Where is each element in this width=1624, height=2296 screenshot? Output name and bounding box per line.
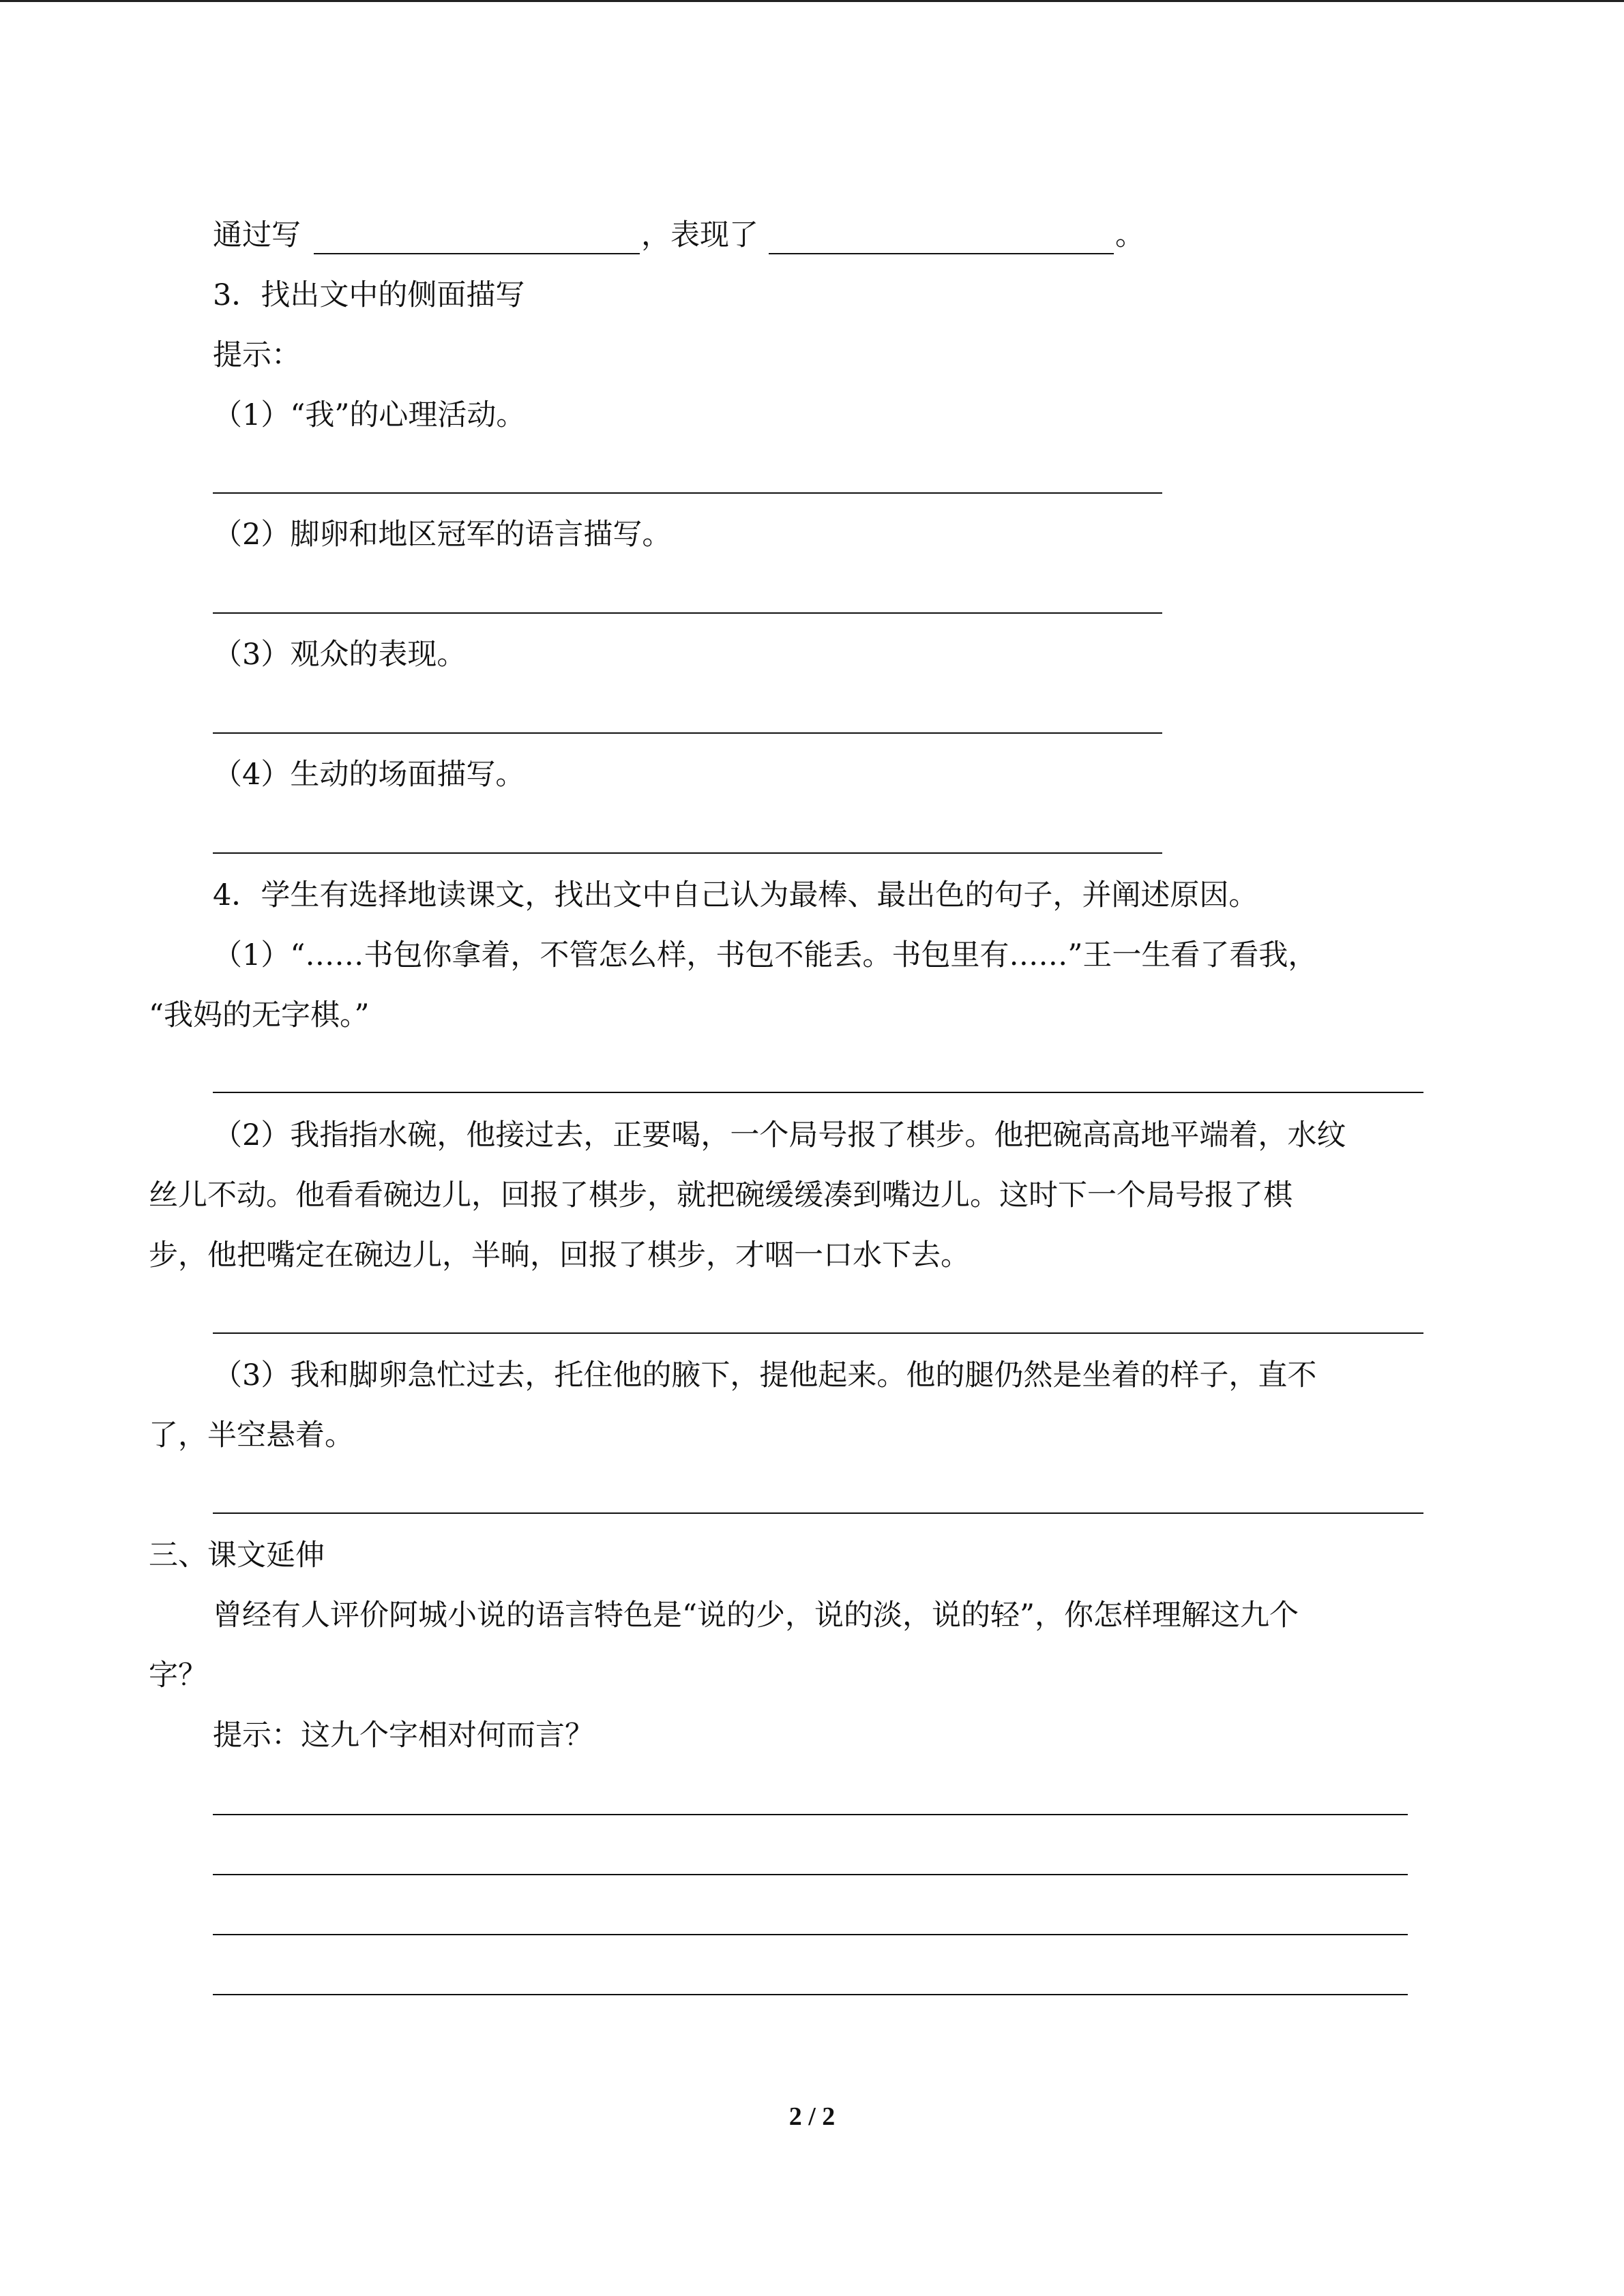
- section-3-hint: 提示：这九个字相对何而言？: [213, 1718, 594, 1753]
- q4-answer-line-1[interactable]: [213, 1092, 1423, 1093]
- q4-item-3-line-1: （3）我和脚卵急忙过去，托住他的腋下，提他起来。他的腿仍然是坐着的样子，直不: [213, 1358, 1317, 1392]
- section-3-answer-line-1[interactable]: [213, 1814, 1408, 1815]
- section-3-answer-line-2[interactable]: [213, 1874, 1408, 1875]
- q4-item-2-line-1: （2）我指指水碗，他接过去，正要喝，一个局号报了棋步。他把碗高高地平端着，水纹: [213, 1118, 1346, 1152]
- q3-title: 3．找出文中的侧面描写: [213, 278, 525, 312]
- q4-answer-line-3[interactable]: [213, 1512, 1423, 1514]
- q4-item-2-line-2: 丝儿不动。他看看碗边儿，回报了棋步，就把碗缓缓凑到嘴边儿。这时下一个局号报了棋: [149, 1178, 1293, 1212]
- q2-answer-blank-1[interactable]: [314, 253, 640, 254]
- q3-answer-line-4[interactable]: [213, 852, 1162, 854]
- section-3-heading: 三、课文延伸: [149, 1538, 325, 1572]
- page-number: 2 / 2: [788, 2102, 836, 2131]
- q4-item-1-line-1: （1）“……书包你拿着，不管怎么样，书包不能丢。书包里有……”王一生看了看我，: [213, 938, 1318, 972]
- q3-item-3: （3）观众的表现。: [213, 638, 467, 672]
- section-3-question-line-1: 曾经有人评价阿城小说的语言特色是“说的少，说的淡，说的轻”，你怎样理解这九个: [213, 1598, 1299, 1632]
- q4-item-2-line-3: 步，他把嘴定在碗边儿，半晌，回报了棋步，才咽一口水下去。: [149, 1238, 970, 1272]
- q3-answer-line-2[interactable]: [213, 612, 1162, 614]
- q4-item-1-line-2: “我妈的无字棋。”: [149, 998, 370, 1032]
- q4-answer-line-2[interactable]: [213, 1332, 1423, 1334]
- q2-suffix-text: 。: [1115, 218, 1145, 252]
- section-3-answer-line-3[interactable]: [213, 1934, 1408, 1935]
- q3-answer-line-3[interactable]: [213, 732, 1162, 734]
- q3-answer-line-1[interactable]: [213, 492, 1162, 494]
- q3-item-1: （1）“我”的心理活动。: [213, 398, 526, 432]
- q2-answer-blank-2[interactable]: [769, 253, 1114, 254]
- page-top-border: [0, 0, 1624, 2]
- q3-item-4: （4）生动的场面描写。: [213, 758, 525, 792]
- q2-middle-text: ，表现了: [641, 218, 758, 252]
- q4-item-3-line-2: 了，半空悬着。: [149, 1418, 354, 1452]
- q3-hint-label: 提示：: [213, 338, 301, 372]
- section-3-answer-line-4[interactable]: [213, 1994, 1408, 1995]
- q3-item-2: （2）脚卵和地区冠军的语言描写。: [213, 518, 672, 552]
- section-3-question-line-2: 字？: [149, 1658, 207, 1693]
- q4-title: 4．学生有选择地读课文，找出文中自己认为最棒、最出色的句子，并阐述原因。: [213, 878, 1258, 912]
- q2-prefix-text: 通过写: [213, 218, 301, 252]
